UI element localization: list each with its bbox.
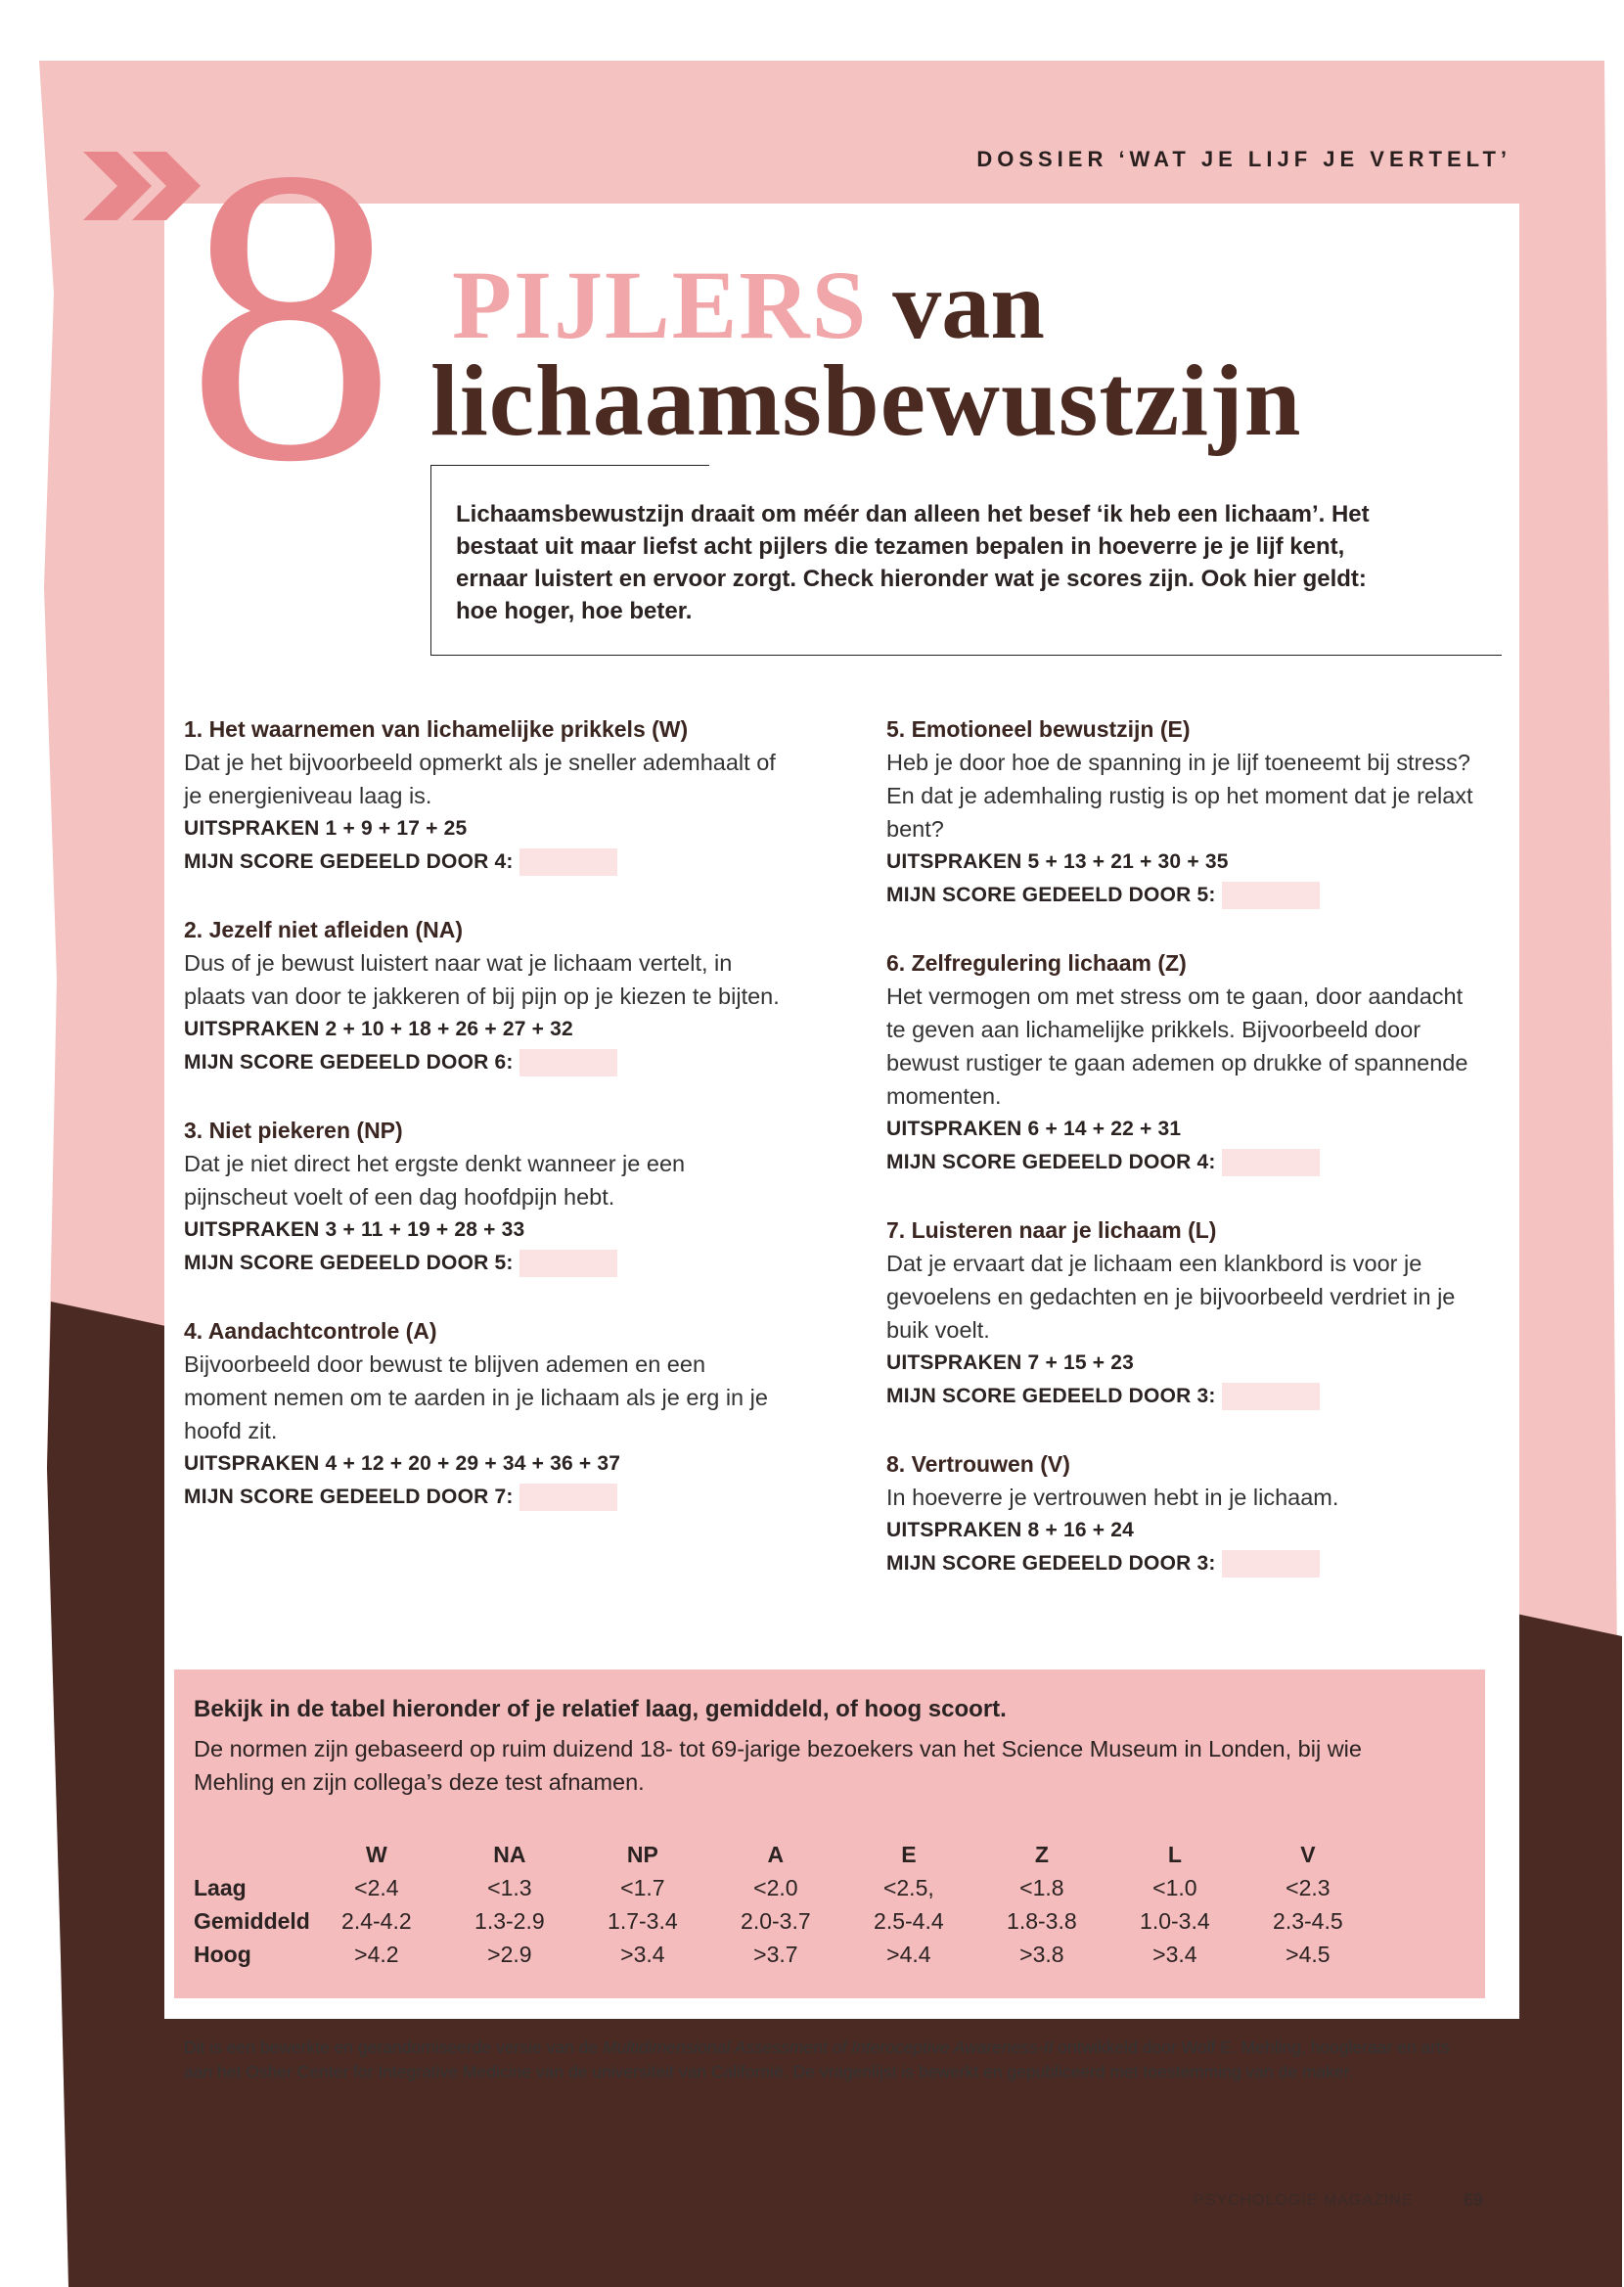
norms-cell: 2.5-4.4 xyxy=(874,1907,944,1934)
pillar-score-label: MIJN SCORE GEDEELD DOOR 4: xyxy=(886,1151,1216,1173)
norms-table xyxy=(194,1838,1375,1971)
norms-col-header: W xyxy=(366,1841,387,1867)
pillar-score-label: MIJN SCORE GEDEELD DOOR 3: xyxy=(886,1552,1216,1575)
norms-row-gemiddeld xyxy=(194,1904,1375,1938)
norms-cell: <2.4 xyxy=(354,1874,399,1900)
score-input-box[interactable] xyxy=(519,848,617,876)
norms-row-label: Hoog xyxy=(194,1941,251,1967)
norms-cell: >2.9 xyxy=(487,1941,532,1967)
pillar-heading: 1. Het waarnemen van lichamelijke prikkels (W) xyxy=(184,716,689,742)
title-word-van: van xyxy=(892,251,1045,359)
score-input-box[interactable] xyxy=(519,1049,617,1076)
norms-row-laag xyxy=(194,1871,1375,1904)
norms-cell: >4.2 xyxy=(354,1941,399,1967)
norms-row-hoog xyxy=(194,1938,1375,1971)
score-input-box[interactable] xyxy=(519,1484,617,1511)
title-word-pijlers: PIJLERS xyxy=(452,251,869,359)
pillar-score-label: MIJN SCORE GEDEELD DOOR 5: xyxy=(184,1252,514,1274)
norms-text: De normen zijn gebaseerd op ruim duizend 18- tot 69-jarige bezoekers van het Science Museum in Londen, bij wie Mehling en zijn collega’s deze test afnamen. xyxy=(194,1736,1362,1795)
norms-cell: 1.8-3.8 xyxy=(1007,1907,1077,1934)
pillar-heading: 8. Vertrouwen (V) xyxy=(886,1451,1070,1477)
pillar-description: Bijvoorbeeld door bewust te blijven ademen en een moment nemen om te aarden in je lichaam als je erg in je hoofd zit. xyxy=(184,1351,768,1443)
pillar-statements: UITSPRAKEN 6 + 14 + 22 + 31 xyxy=(886,1118,1182,1140)
pillar-heading: 2. Jezelf niet afleiden (NA) xyxy=(184,917,464,942)
norms-header-row xyxy=(194,1838,1375,1871)
norms-cell: 1.0-3.4 xyxy=(1140,1907,1210,1934)
pillar-score-label: MIJN SCORE GEDEELD DOOR 4: xyxy=(184,850,514,873)
pillar-statements: UITSPRAKEN 4 + 12 + 20 + 29 + 34 + 36 + 37 xyxy=(184,1452,621,1475)
norms-col-header: L xyxy=(1167,1841,1182,1867)
norms-cell: <2.5, xyxy=(882,1874,934,1900)
norms-row-label: Gemiddeld xyxy=(194,1907,310,1934)
pillar-score-label: MIJN SCORE GEDEELD DOOR 5: xyxy=(886,884,1216,906)
pillar-statements: UITSPRAKEN 2 + 10 + 18 + 26 + 27 + 32 xyxy=(184,1018,573,1040)
dossier-label: DOSSIER ‘WAT JE LIJF JE VERTELT’ xyxy=(976,147,1511,171)
pillars-left-column xyxy=(184,712,786,1548)
pillar-score-row xyxy=(886,879,1488,912)
pillar-score-label: MIJN SCORE GEDEELD DOOR 7: xyxy=(184,1486,514,1508)
norms-cell: 2.3-4.5 xyxy=(1273,1907,1343,1934)
score-input-box[interactable] xyxy=(1222,1383,1320,1410)
norms-corner-cell xyxy=(194,1838,310,1871)
score-input-box[interactable] xyxy=(1222,882,1320,909)
norms-cell: 1.7-3.4 xyxy=(608,1907,678,1934)
pillars-right-column xyxy=(886,712,1488,1615)
norms-cell: >3.7 xyxy=(753,1941,798,1967)
score-input-box[interactable] xyxy=(519,1250,617,1277)
score-input-box[interactable] xyxy=(1222,1149,1320,1176)
pillar-heading: 4. Aandachtcontrole (A) xyxy=(184,1318,437,1344)
pillar-statements: UITSPRAKEN 5 + 13 + 21 + 30 + 35 xyxy=(886,850,1229,873)
footnote xyxy=(184,2035,1475,2084)
norms-cell: <1.0 xyxy=(1152,1874,1197,1900)
page-number: 69 xyxy=(1464,2190,1484,2210)
footnote-intro: Dit is een bewerkte en gerandomiseerde versie van de xyxy=(184,2037,604,2057)
pillar-6 xyxy=(886,946,1488,1179)
pillar-description: Dat je niet direct het ergste denkt wanneer je een pijnscheut voelt of een dag hoofdpijn hebt. xyxy=(184,1151,686,1210)
pillar-score-row xyxy=(886,1146,1488,1179)
pillar-3 xyxy=(184,1114,786,1280)
pillar-2 xyxy=(184,913,786,1079)
title-number: 8 xyxy=(186,83,396,549)
intro-text: Lichaamsbewustzijn draait om méér dan alleen het besef ‘ik heb een lichaam’. Het bestaat uit maar liefst acht pijlers die tezamen bepalen in hoeverre je je lijf kent, ernaar luistert en ervoor zorgt. Check hieronder wat je scores zijn. Ook hier geldt: hoe hoger, hoe beter. xyxy=(456,501,1370,624)
pillar-heading: 3. Niet piekeren (NP) xyxy=(184,1118,403,1143)
title-line-1 xyxy=(452,251,1045,359)
footnote-source-title: Multidimensional Assessment of Interoceptive Awareness-II xyxy=(603,2037,1054,2057)
pillar-description: Dat je het bijvoorbeeld opmerkt als je sneller ademhaalt of je energieniveau laag is. xyxy=(184,750,776,808)
pillar-score-row xyxy=(184,1247,786,1280)
pillar-score-label: MIJN SCORE GEDEELD DOOR 3: xyxy=(886,1385,1216,1407)
pillar-score-label: MIJN SCORE GEDEELD DOOR 6: xyxy=(184,1051,514,1074)
norms-cell: 2.4-4.2 xyxy=(341,1907,412,1934)
pillar-statements: UITSPRAKEN 3 + 11 + 19 + 28 + 33 xyxy=(184,1218,525,1241)
norms-cell: <1.7 xyxy=(620,1874,665,1900)
pillar-heading: 7. Luisteren naar je lichaam (L) xyxy=(886,1217,1217,1243)
norms-cell: <2.3 xyxy=(1286,1874,1331,1900)
norms-col-header: V xyxy=(1300,1841,1316,1867)
pillar-description: In hoeverre je vertrouwen hebt in je lichaam. xyxy=(886,1485,1339,1510)
norms-cell: >4.4 xyxy=(886,1941,931,1967)
norms-cell: >3.8 xyxy=(1019,1941,1064,1967)
magazine-name: PSYCHOLOGIE MAGAZINE xyxy=(1194,2192,1414,2209)
pillar-8 xyxy=(886,1447,1488,1580)
norms-col-header: NP xyxy=(626,1841,658,1867)
norms-heading: Bekijk in de tabel hieronder of je relatief laag, gemiddeld, of hoog scoort. xyxy=(194,1696,1007,1722)
intro-frame-top-rule xyxy=(430,465,709,466)
norms-box xyxy=(174,1670,1485,1998)
footnote-rest: ontwikkeld door Wolf E. Mehling, hoogleraar en arts aan het Osher Center for Integrative Medicine van de universiteit van Californië. De vragenlijst is bewerkt en gepubliceerd met toestemming van de maker. xyxy=(184,2037,1450,2081)
intro-frame-left-rule xyxy=(430,465,431,656)
pillar-description: Dus of je bewust luistert naar wat je lichaam vertelt, in plaats van door te jakkeren of bij pijn op je kiezen te bijten. xyxy=(184,950,780,1009)
norms-cell: 1.3-2.9 xyxy=(474,1907,545,1934)
norms-cell: >4.5 xyxy=(1286,1941,1331,1967)
pillar-score-row xyxy=(886,1547,1488,1580)
pillar-4 xyxy=(184,1314,786,1514)
score-input-box[interactable] xyxy=(1222,1550,1320,1578)
pillar-5 xyxy=(886,712,1488,912)
pillar-heading: 5. Emotioneel bewustzijn (E) xyxy=(886,716,1191,742)
pillar-description: Heb je door hoe de spanning in je lijf toeneemt bij stress? En dat je ademhaling rustig is op het moment dat je relaxt bent? xyxy=(886,750,1473,842)
pillar-7 xyxy=(886,1213,1488,1413)
norms-col-header: NA xyxy=(493,1841,526,1867)
norms-col-header: A xyxy=(767,1841,785,1867)
pillar-heading: 6. Zelfregulering lichaam (Z) xyxy=(886,950,1187,976)
norms-cell: 2.0-3.7 xyxy=(741,1907,811,1934)
norms-cell: >3.4 xyxy=(1152,1941,1197,1967)
norms-cell: <2.0 xyxy=(753,1874,798,1900)
norms-col-header: E xyxy=(901,1841,917,1867)
intro-frame-bottom-rule xyxy=(430,655,1502,656)
norms-cell: <1.3 xyxy=(487,1874,532,1900)
pillar-statements: UITSPRAKEN 7 + 15 + 23 xyxy=(886,1351,1135,1374)
pillar-1 xyxy=(184,712,786,879)
norms-cell: >3.4 xyxy=(620,1941,665,1967)
title-line-2: lichaamsbewustzijn xyxy=(430,344,1302,457)
norms-row-label: Laag xyxy=(194,1874,247,1900)
pillar-score-row xyxy=(184,1481,786,1514)
pillar-score-row xyxy=(184,846,786,879)
norms-col-header: Z xyxy=(1034,1841,1049,1867)
pillar-score-row xyxy=(886,1380,1488,1413)
pillar-description: Het vermogen om met stress om te gaan, door aandacht te geven aan lichamelijke prikkels. Bijvoorbeeld door bewust rustiger te gaan ademen op drukke of spannende momenten. xyxy=(886,983,1468,1109)
pillar-statements: UITSPRAKEN 8 + 16 + 24 xyxy=(886,1519,1135,1541)
pillar-score-row xyxy=(184,1046,786,1079)
pillar-statements: UITSPRAKEN 1 + 9 + 17 + 25 xyxy=(184,817,468,840)
norms-cell: <1.8 xyxy=(1019,1874,1064,1900)
pillar-description: Dat je ervaart dat je lichaam een klankbord is voor je gevoelens en gedachten en je bijvoorbeeld verdriet in je buik voelt. xyxy=(886,1251,1456,1343)
